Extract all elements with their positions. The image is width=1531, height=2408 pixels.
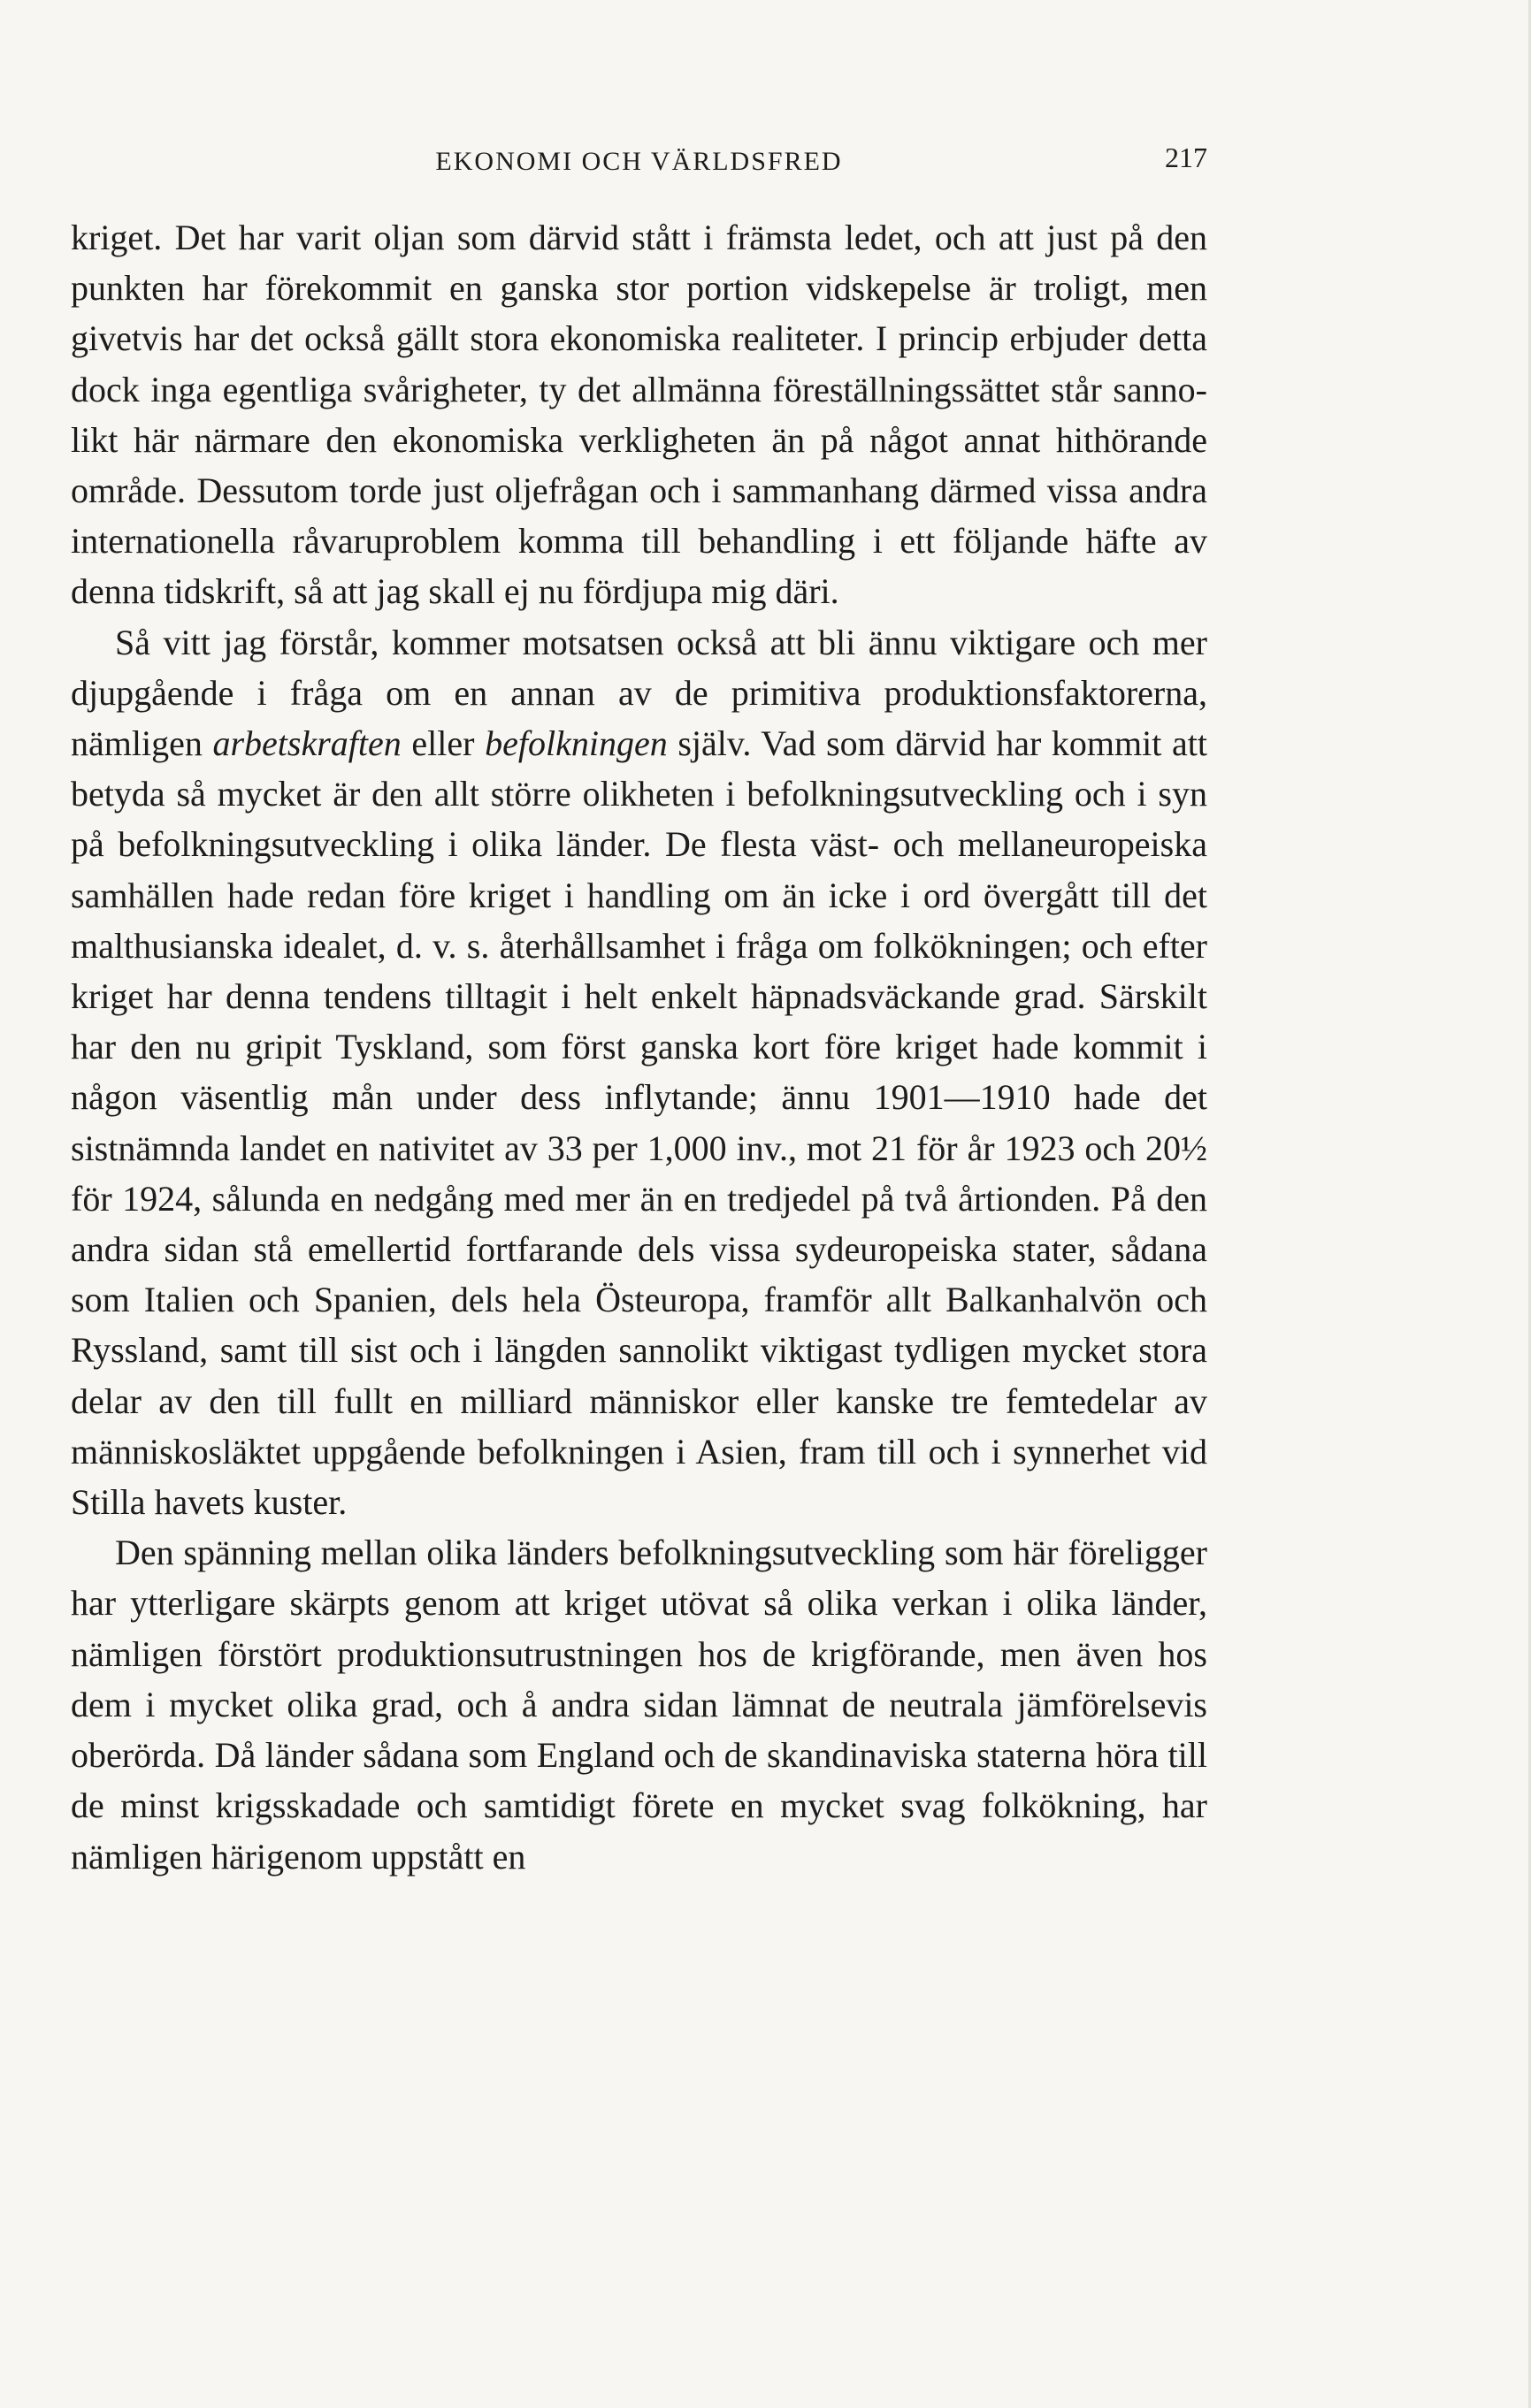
paragraph-3: Den spänning mellan olika länders befolkningsutveckling som här föreligger har ytterligare skärpts genom att kriget utövat så olika verkan i olika länder, nämligen förstört produktionsutrustningen hos de krigförande, men även hos dem i mycket olika grad, och å andra sidan lämnat de neutrala jämförelsevis oberörda. Då länder sådana som England och de skandinaviska staterna höra till de minst krigsskadade och samtidigt förete en mycket svag folkökning, har nämligen härigenom uppstått en [71, 1533, 1207, 1877]
paragraph-1: kriget. Det har varit oljan som därvid stått i främsta ledet, och att just på den punkten har förekommit en ganska stor portion vidskepelse är troligt, men givetvis har det också gällt stora ekonomiska realiteter. I princip erbjuder detta dock inga egentliga svårigheter, ty det allmänna föreställningssättet står sannolikt här närmare den ekonomiska verkligheten än på något annat hithörande område. Dessutom torde just oljefrågan och i sammanhang därmed vissa andra internationella råvaruproblem komma till behandling i ett följande häfte av denna tidskrift, så att jag skall ej nu fördjupa mig däri. [71, 218, 1207, 612]
paragraph-2-text-middle: eller [401, 723, 486, 764]
paragraph-2 [71, 617, 1207, 1528]
paragraph-2-text-end: själv. Vad som därvid har kommit att betyda så mycket är den allt större olikheten i befolkningsutveckling och i syn på befolkningsutveckling i olika länder. De flesta väst- och mellaneuropeiska samhällen hade redan före kriget i handling om än icke i ord övergått till det malthusianska idealet, d. v. s. återhållsamhet i fråga om folkökningen; och efter kriget har denna tendens tilltagit i helt enkelt häpnadsväckande grad. Särskilt har den nu gripit Tyskland, som först ganska kort före kriget hade kommit i någon väsentlig mån under dess inflytande; ännu 1901—1910 hade det sistnämnda landet en nativitet av 33 per 1,000 inv., mot 21 för år 1923 och 20½ för 1924, sålunda en nedgång med mer än en tredjedel på två årtionden. På den andra sidan stå emellertid fortfarande dels vissa sydeuropeiska stater, sådana som Italien och Spanien, dels hela Östeuropa, framför allt Balkanhalvön och Ryssland, samt till sist och i längden sannolikt viktigast tydligen mycket stora delar av den till fullt en milliard människor eller kanske tre femtedelar av människosläktet uppgående befolkningen i Asien, fram till och i synnerhet vid Stilla havets kuster. [71, 723, 1207, 1523]
running-header [71, 141, 1207, 186]
paragraph-2-text-start: Så vitt jag förstår, kommer motsatsen också att bli ännu viktigare och mer djupgående i fråga om en annan av de primitiva produktionsfaktorerna, nämligen [71, 622, 1207, 764]
page-number: 217 [1165, 141, 1207, 173]
body-text [71, 212, 1207, 1882]
italic-term-arbetskraften: arbetskraften [212, 723, 402, 764]
italic-term-befolkningen: befolkningen [485, 723, 668, 764]
running-title: EKONOMI OCH VÄRLDSFRED [435, 147, 843, 176]
